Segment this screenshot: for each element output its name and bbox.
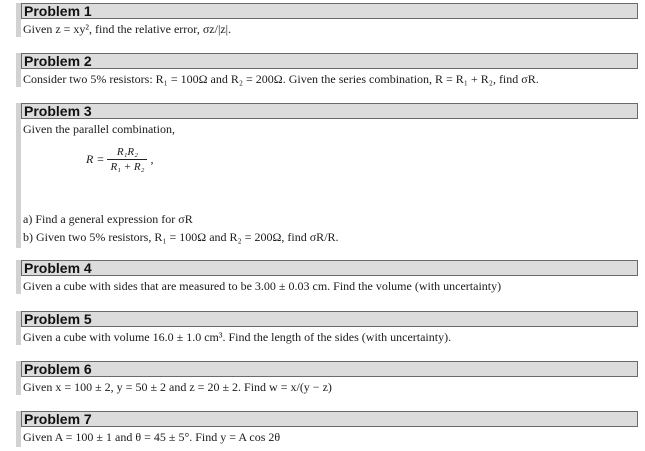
problem-7 bbox=[16, 411, 638, 447]
equation-lhs: R = bbox=[86, 152, 105, 166]
problem-text: Given A = 100 ± 1 and θ = 45 ± 5°. Find y = A cos 2θ bbox=[23, 430, 281, 444]
problem-header bbox=[21, 411, 638, 427]
equation-denominator: R₁ + R₂ bbox=[110, 161, 145, 173]
parallel-equation bbox=[86, 146, 153, 173]
problem-text: Consider two 5% resistors: R₁ = 100Ω and R₂ = 200Ω. Given the series combination, R = R₁ + R₂, find σR. bbox=[23, 72, 539, 86]
problem-header bbox=[21, 260, 638, 276]
problem-title: Problem 6 bbox=[24, 361, 92, 377]
problem-header bbox=[21, 103, 638, 119]
problem-text: Given a cube with volume 16.0 ± 1.0 cm³. Find the length of the sides (with uncertainty). bbox=[23, 330, 452, 344]
problem-title: Problem 2 bbox=[24, 53, 92, 69]
problem-title: Problem 4 bbox=[24, 260, 92, 276]
problem-4 bbox=[16, 260, 638, 294]
problem-text: Given z = xy², find the relative error, σz/|z|. bbox=[23, 22, 232, 36]
problem-title: Problem 5 bbox=[24, 311, 92, 327]
equation-fraction bbox=[107, 146, 147, 173]
problem-3 bbox=[16, 103, 638, 248]
problem-1 bbox=[16, 3, 638, 37]
problem-5 bbox=[16, 311, 638, 345]
problem-header bbox=[21, 3, 638, 19]
problem-title: Problem 1 bbox=[24, 3, 92, 19]
problem-part-a: a) Find a general expression for σR bbox=[23, 212, 193, 226]
equation-numerator: R₁R₂ bbox=[107, 146, 147, 160]
problem-title: Problem 3 bbox=[24, 103, 92, 119]
problem-header bbox=[21, 53, 638, 69]
problem-part-b: b) Given two 5% resistors, R₁ = 100Ω and R₂ = 200Ω, find σR/R. bbox=[23, 230, 339, 244]
problem-6 bbox=[16, 361, 638, 395]
problem-text: Given the parallel combination, bbox=[23, 122, 175, 136]
problem-side-bar bbox=[16, 103, 21, 248]
problem-header bbox=[21, 311, 638, 327]
problem-text: Given x = 100 ± 2, y = 50 ± 2 and z = 20 ± 2. Find w = x/(y − z) bbox=[23, 380, 332, 394]
problem-title: Problem 7 bbox=[24, 411, 92, 427]
problem-2 bbox=[16, 53, 638, 87]
problem-text: Given a cube with sides that are measured to be 3.00 ± 0.03 cm. Find the volume (with uncertainty) bbox=[23, 279, 502, 293]
equation-tail: , bbox=[150, 152, 154, 166]
problem-header bbox=[21, 361, 638, 377]
